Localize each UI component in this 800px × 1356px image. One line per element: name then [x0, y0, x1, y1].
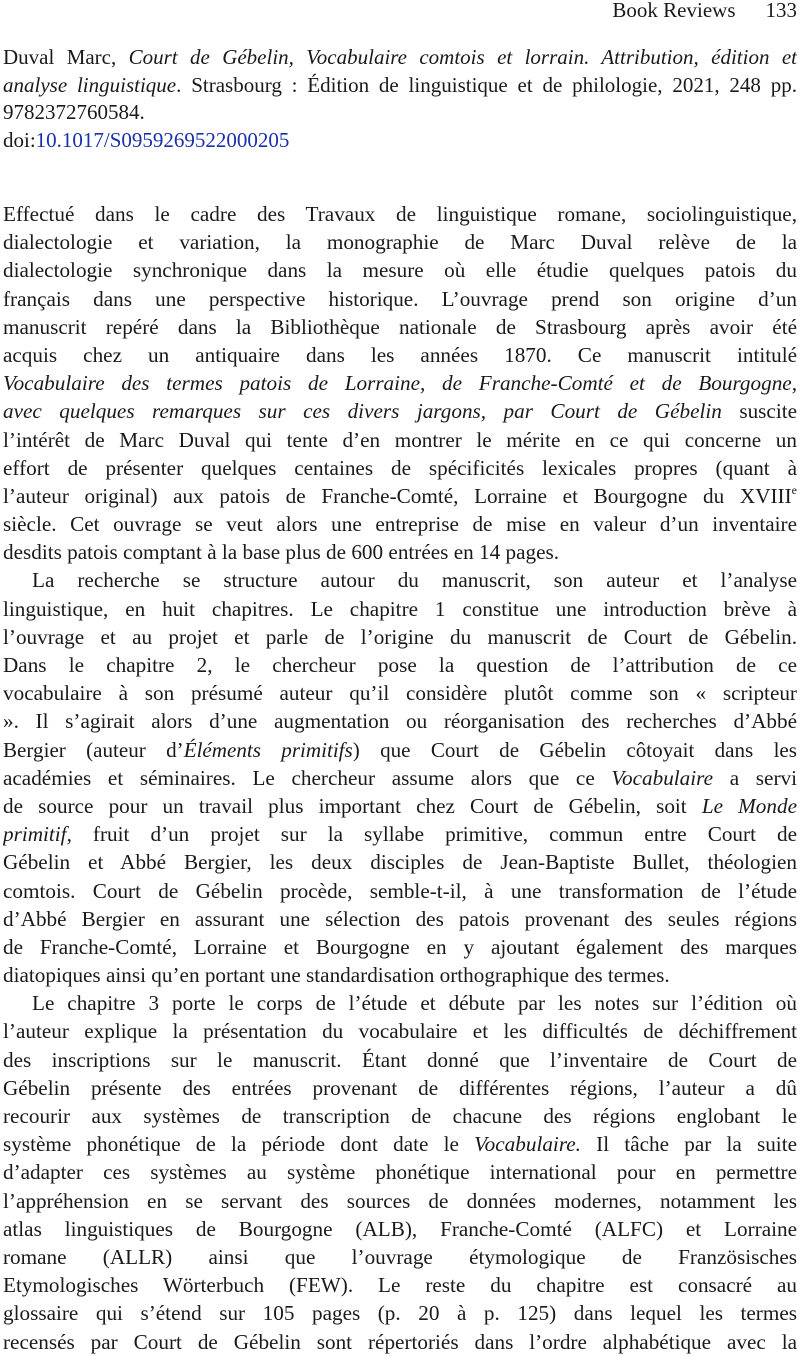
text-line — [3, 482, 797, 510]
text-line: Gébelin et Abbé Bergier, les deux disciples de Jean-Baptiste Bullet, théologien — [3, 850, 797, 875]
text-line: Effectué dans le cadre des Travaux de linguistique romane, sociolinguistique, — [3, 202, 797, 226]
paragraph-2 — [3, 566, 797, 989]
text-span: a servi — [713, 765, 797, 790]
text-line: acquis chez un antiquaire dans les années 1870. Ce manuscrit intitulé — [3, 342, 797, 367]
text-line: dialectologie et variation, la monographie de Marc Duval relève de la — [3, 230, 797, 255]
text-line: Gébelin présente des entrées provenant de différentes régions, l’auteur a dû — [3, 1075, 797, 1100]
text-line: l’appréhension en se servant des sources de données modernes, notamment les — [3, 1188, 797, 1213]
text-line — [3, 764, 797, 792]
citation-line-1 — [3, 44, 797, 72]
text-line: Dans le chapitre 2, le chercheur pose la question de l’attribution de ce — [3, 653, 797, 677]
text-line: recourir aux systèmes de transcription de chacune des régions englobant le — [3, 1104, 797, 1128]
text-line — [3, 397, 797, 425]
text-span: , fruit d’un projet sur la syllabe primitive, commun entre Court de — [66, 822, 797, 847]
citation-isbn: 9782372760584. — [3, 100, 145, 125]
italic-title: Éléments primitifs — [183, 737, 353, 762]
text-line: l’ouvrage et au projet et parle de l’origine du manuscrit de Court de Gébelin. — [3, 624, 797, 649]
text-line: romane (ALLR) ainsi que l’ouvrage étymologique de Französisches — [3, 1244, 797, 1269]
superscript-e: e — [791, 482, 797, 497]
text-span: Il tâche par la suite — [580, 1132, 797, 1157]
text-line: desdits patois comptant à la base plus de 600 entrées en 14 pages. — [3, 540, 560, 565]
text-line — [3, 1130, 797, 1158]
text-line: manuscrit repéré dans la Bibliothèque nationale de Strasbourg après avoir été — [3, 314, 797, 339]
text-line: français dans une perspective historique. L’ouvrage prend son origine d’un — [3, 286, 797, 311]
text-line: atlas linguistiques de Bourgogne (ALB), Franche-Comté (ALFC) et Lorraine — [3, 1216, 797, 1241]
text-span: système phonétique de la période dont date le — [3, 1132, 475, 1157]
text-line: Vocabulaire des termes patois de Lorraine, de Franche-Comté et de Bourgogne, — [3, 371, 797, 396]
running-head — [612, 0, 797, 24]
text-line: effort de présenter quelques centaines de spécificités lexicales propres (quant à — [3, 455, 797, 480]
text-line: d’Abbé Bergier en assurant une sélection des patois provenant des seules régions — [3, 906, 797, 931]
italic-title: Le Monde — [701, 793, 797, 818]
text-line: d’adapter ces systèmes au système phonétique international pour en permettre — [3, 1160, 797, 1185]
citation-title-cont: analyse linguistique — [3, 72, 177, 97]
text-line: des inscriptions sur le manuscrit. Étant donné que l’inventaire de Court de — [3, 1047, 797, 1072]
text-line: dialectologie synchronique dans la mesure où elle étudie quelques patois du — [3, 258, 797, 283]
citation-line-2 — [3, 72, 797, 100]
text-span: de source pour un travail plus important chez Court de Gébelin, soit — [3, 793, 702, 818]
text-line: Le chapitre 3 porte le corps de l’étude et débute par les notes sur l’édition où — [32, 991, 797, 1016]
page-number: 133 — [765, 0, 797, 22]
text-span: l’auteur original) aux patois de Franche-Comté, Lorraine et Bourgogne du XVIII — [3, 483, 792, 508]
text-line — [3, 820, 797, 848]
text-line: vocabulaire à son présumé auteur qu’il considère plutôt comme son « scripteur — [3, 681, 797, 706]
text-line: comtois. Court de Gébelin procède, semble-t-il, à une transformation de l’étude — [3, 878, 797, 903]
review-body — [3, 200, 797, 1356]
citation-doi — [3, 127, 797, 155]
text-line: linguistique, en huit chapitres. Le chapitre 1 constitue une introduction brève à — [3, 596, 797, 621]
book-citation — [3, 44, 797, 154]
paragraph-1 — [3, 200, 797, 566]
text-line: glossaire qui s’étend sur 105 pages (p. 20 à p. 125) dans lequel les termes — [3, 1301, 797, 1326]
italic-title: Vocabulaire. — [474, 1132, 581, 1157]
citation-title: Court de Gébelin, Vocabulaire comtois et lorrain. Attribution, édition et — [128, 45, 797, 69]
text-line: siècle. Cet ouvrage se veut alors une entreprise de mise en valeur d’un inventaire — [3, 512, 797, 537]
running-head-section: Book Reviews — [612, 0, 736, 22]
text-line: recensés par Court de Gébelin sont répertoriés dans l’ordre alphabétique avec la — [3, 1329, 797, 1354]
text-line: Etymologisches Wörterbuch (FEW). Le reste du chapitre est consacré au — [3, 1273, 797, 1298]
text-line — [3, 792, 797, 820]
text-span: suscite — [721, 399, 797, 424]
text-line: diatopiques ainsi qu’en portant une standardisation orthographique des termes. — [3, 963, 670, 988]
text-span: académies et séminaires. Le chercheur assume alors que ce — [3, 765, 612, 790]
text-line: l’auteur explique la présentation du vocabulaire et les difficultés de déchiffrement — [3, 1019, 797, 1044]
italic-title: Vocabulaire — [611, 765, 714, 790]
doi-link[interactable]: 10.1017/S0959269522000205 — [35, 127, 290, 152]
italic-title: primitif — [3, 822, 67, 847]
italic-title: avec quelques remarques sur ces divers jargons, par Court de Gébelin — [3, 399, 722, 424]
doi-prefix: doi: — [3, 127, 36, 152]
text-line — [3, 736, 797, 764]
text-line: l’intérêt de Marc Duval qui tente d’en montrer le mérite en ce qui concerne un — [3, 427, 797, 452]
paragraph-3 — [3, 989, 797, 1355]
text-line: La recherche se structure autour du manuscrit, son auteur et l’analyse — [32, 568, 797, 593]
text-line: de Franche-Comté, Lorraine et Bourgogne en y ajoutant également des marques — [3, 934, 797, 959]
text-span: ) que Court de Gébelin côtoyait dans les — [352, 737, 797, 762]
text-span: Bergier (auteur d’ — [3, 737, 184, 762]
text-line: ». Il s’agirait alors d’une augmentation ou réorganisation des recherches d’Abbé — [3, 709, 797, 734]
citation-author: Duval Marc, — [3, 45, 117, 69]
citation-publisher: . Strasbourg : Édition de linguistique et de philologie, 2021, 248 pp. — [176, 72, 797, 97]
